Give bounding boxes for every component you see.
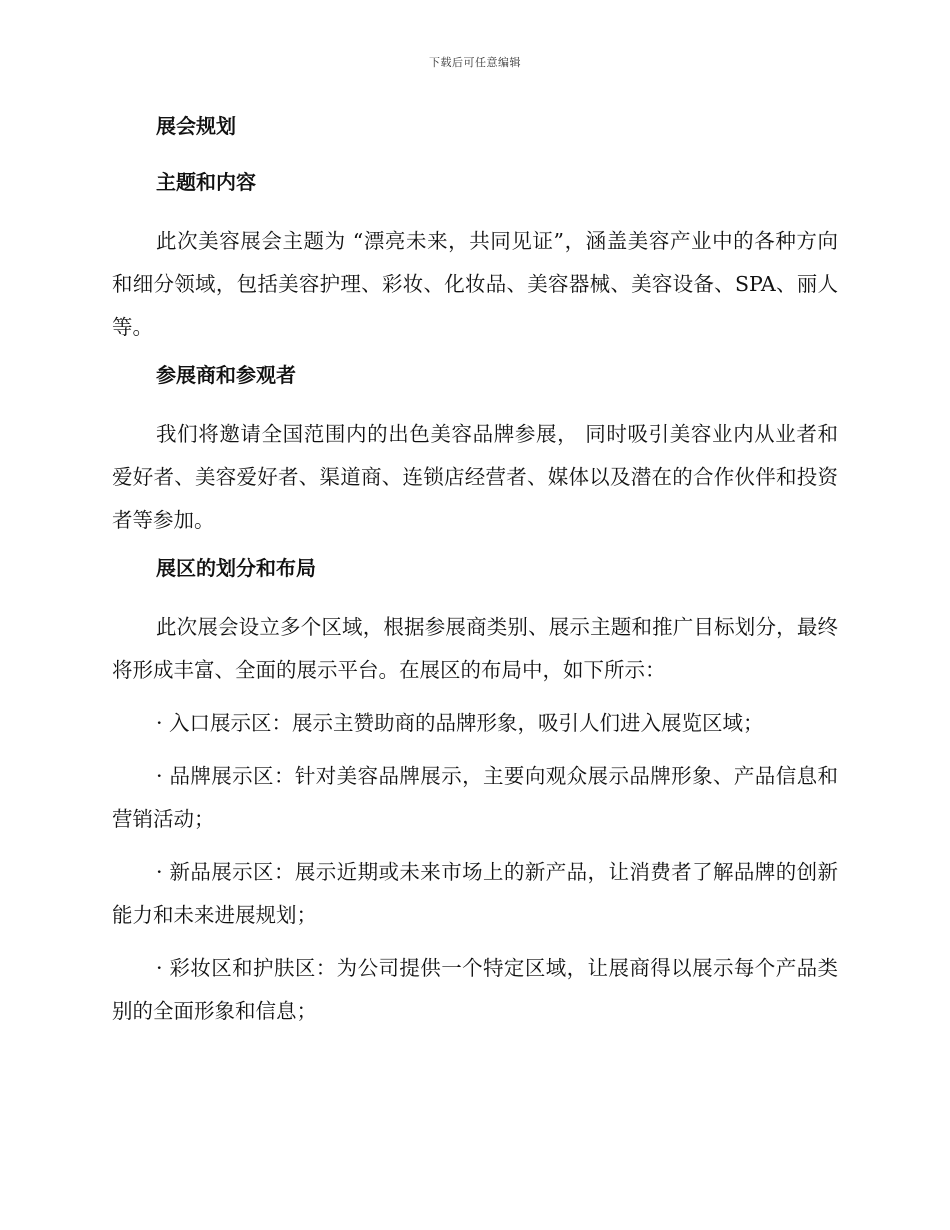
paragraph-theme: 此次美容展会主题为 “漂亮未来，共同见证”，涵盖美容产业中的各种方向和细分领域，包括美容护理、彩妆、化妆品、美容器械、美容设备、SPA、丽人等。 (112, 229, 838, 339)
section-heading-participants: 参展商和参观者 (156, 363, 296, 387)
paragraph-participants: 我们将邀请全国范围内的出色美容品牌参展， 同时吸引美容业内从业者和爱好者、美容爱好者、渠道商、连锁店经营者、媒体以及潜在的合作伙伴和投资者等参加。 (112, 422, 838, 532)
bullet-item: · 彩妆区和护肤区：为公司提供一个特定区域，让展商得以展示每个产品类别的全面形象和信息； (112, 956, 838, 1023)
section-heading-theme: 主题和内容 (156, 170, 256, 194)
section-heading-layout: 展区的划分和布局 (156, 556, 316, 580)
bullet-item: · 新品展示区：展示近期或未来市场上的新产品，让消费者了解品牌的创新能力和未来进展规划； (112, 860, 838, 927)
bullet-item: · 品牌展示区：针对美容品牌展示，主要向观众展示品牌形象、产品信息和营销活动； (112, 764, 838, 831)
paragraph-layout: 此次展会设立多个区域，根据参展商类别、展示主题和推广目标划分，最终将形成丰富、全面的展示平台。在展区的布局中，如下所示： (112, 615, 838, 682)
document-content (112, 108, 838, 1043)
bullet-item: · 入口展示区：展示主赞助商的品牌形象，吸引人们进入展览区域； (156, 711, 764, 735)
header-note: 下载后可任意编辑 (429, 56, 521, 69)
document-title: 展会规划 (156, 114, 236, 138)
